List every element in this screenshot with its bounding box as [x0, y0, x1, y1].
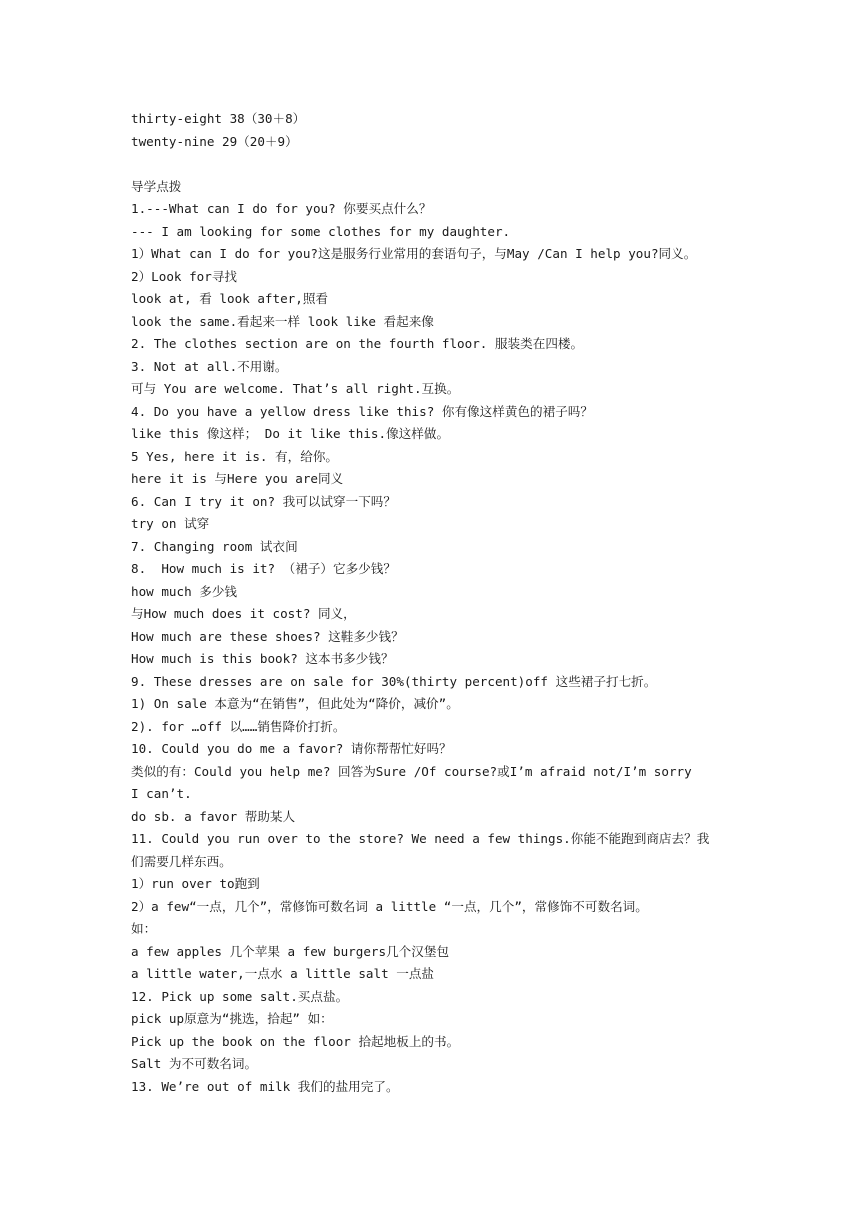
text-line: Salt 为不可数名词。	[131, 1056, 258, 1071]
text-line: How much are these shoes? 这鞋多少钱？	[131, 628, 404, 644]
text-line: Pick up the book on the floor 拾起地板上的书。	[131, 1033, 460, 1049]
text-line: 4. Do you have a yellow dress like this? 你有像这样黄色的裙子吗？	[131, 403, 593, 419]
text-line: --- I am looking for some clothes for my daughter.	[131, 223, 511, 239]
text-line: How much is this book? 这本书多少钱？	[131, 651, 394, 666]
text-line: 1) On sale 本意为“在销售”，但此处为“降价，减价”。	[131, 696, 459, 711]
text-line: pick up原意为“挑选，拾起” 如：	[131, 1011, 333, 1026]
blank-line	[131, 153, 741, 176]
text-line: 2. The clothes section are on the fourth floor. 服装类在四楼。	[131, 336, 584, 351]
text-line: 1）What can I do for you?这是服务行业常用的套语句子，与May /Can I help you?同义。	[131, 246, 697, 261]
text-line: try on 试穿	[131, 516, 210, 531]
text-line: 5 Yes, here it is. 有，给你。	[131, 448, 339, 464]
text-line: twenty-nine 29（20＋9）	[131, 133, 298, 149]
text-line: 2). for …off 以……销售降价打折。	[131, 718, 346, 734]
text-line: look at, 看 look after,照看	[131, 291, 329, 306]
text-line: 2）Look for寻找	[131, 268, 238, 284]
text-line: I can’t.	[131, 786, 192, 801]
text-line: 10. Could you do me a favor? 请你帮帮忙好吗？	[131, 741, 452, 756]
text-line: 8. How much is it? （裙子）它多少钱？	[131, 561, 396, 576]
text-line: 导学点拨	[131, 178, 182, 194]
text-line: 6. Can I try it on? 我可以试穿一下吗？	[131, 493, 396, 509]
text-line: do sb. a favor 帮助某人	[131, 808, 296, 824]
text-line: like this 像这样； Do it like this.像这样做。	[131, 426, 450, 441]
text-line: look the same.看起来一样 look like 看起来像	[131, 313, 434, 329]
text-line: 3. Not at all.不用谢。	[131, 358, 288, 374]
text-line: 可与 You are welcome. That’s all right.互换。	[131, 381, 460, 396]
text-line: 9. These dresses are on sale for 30%(thirty percent)off 这些裙子打七折。	[131, 673, 657, 689]
document-body	[131, 108, 741, 1098]
text-line: a few apples 几个苹果 a few burgers几个汉堡包	[131, 943, 450, 959]
text-line: 12. Pick up some salt.买点盐。	[131, 988, 349, 1004]
text-line: 与How much does it cost? 同义，	[131, 606, 356, 621]
text-line: a little water,一点水 a little salt 一点盐	[131, 966, 435, 981]
text-line: 1）run over to跑到	[131, 876, 260, 891]
text-line: how much 多少钱	[131, 583, 238, 599]
text-line: 2）a few“一点，几个”，常修饰可数名词 a little “一点，几个”，常修饰不可数名词。	[131, 898, 648, 914]
text-line: 们需要几样东西。	[131, 853, 232, 869]
text-line: 如：	[131, 921, 157, 936]
text-line: here it is 与Here you are同义	[131, 471, 344, 486]
text-line: 7. Changing room 试衣间	[131, 538, 298, 554]
text-line: thirty-eight 38（30＋8）	[131, 111, 306, 126]
text-line: 类似的有：Could you help me? 回答为Sure /Of course?或I’m afraid not/I’m sorry	[131, 763, 692, 779]
text-line: 13. We’re out of milk 我们的盐用完了。	[131, 1078, 399, 1094]
text-line: 1.---What can I do for you? 你要买点什么？	[131, 201, 432, 216]
text-line: 11. Could you run over to the store? We need a few things.你能不能跑到商店去？我	[131, 831, 710, 846]
